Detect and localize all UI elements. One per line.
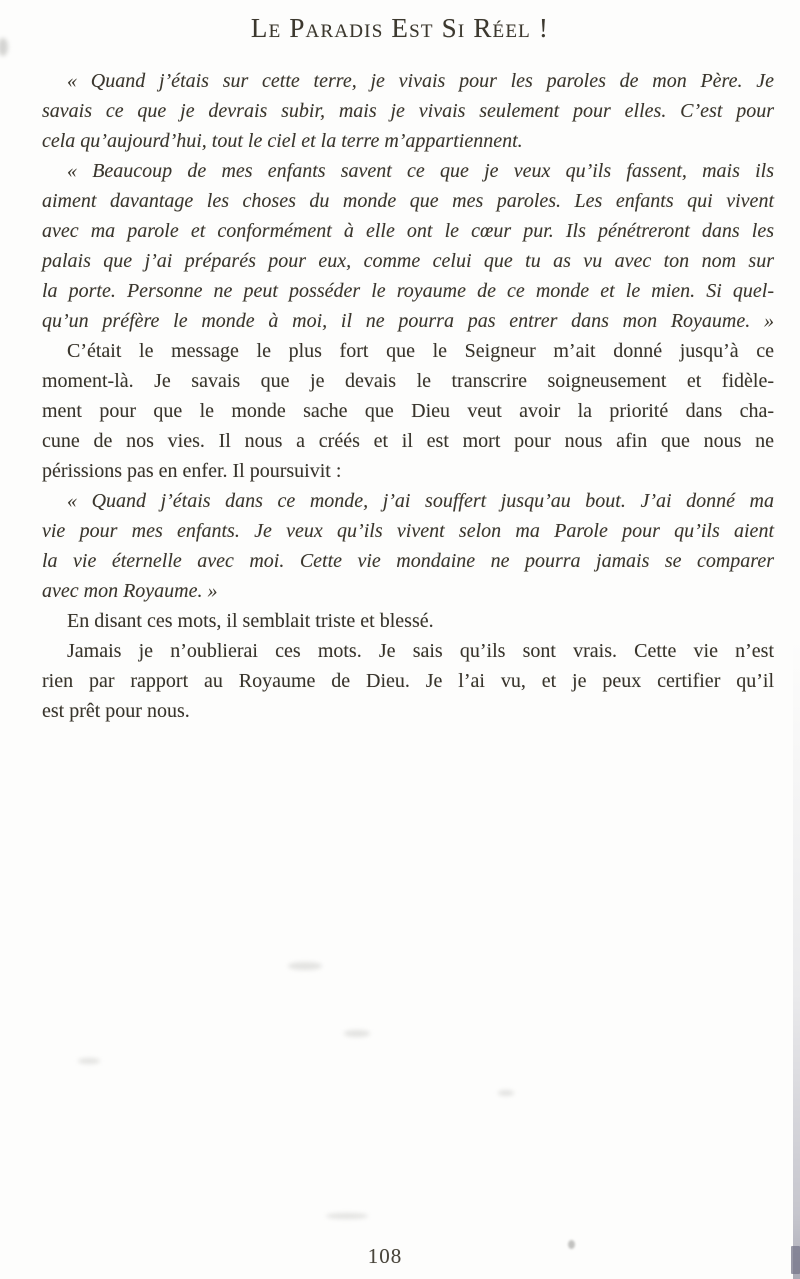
page-number: 108 <box>367 1244 403 1268</box>
scan-smudge <box>288 962 322 970</box>
paragraph <box>42 156 774 336</box>
scan-smudge <box>0 38 8 56</box>
text-line: C’était le message le plus fort que le Seigneur m’ait donné jusqu’à ce <box>67 340 774 362</box>
scan-smudge <box>344 1030 370 1037</box>
page-footer <box>0 1244 785 1269</box>
text-line: « Quand j’étais sur cette terre, je vivais pour les paroles de mon Père. Je <box>67 70 774 92</box>
text-line: « Quand j’étais dans ce monde, j’ai souffert jusqu’au bout. J’ai donné ma <box>67 490 774 512</box>
text-line: Jamais je n’oublierai ces mots. Je sais qu’ils sont vrais. Cette vie n’est <box>67 640 774 662</box>
scan-edge-shadow <box>793 640 800 1279</box>
text-line: la vie éternelle avec moi. Cette vie mondaine ne pourra jamais se comparer <box>42 550 774 572</box>
text-line: ment pour que le monde sache que Dieu veut avoir la priorité dans cha- <box>42 400 774 422</box>
text-block <box>42 66 774 726</box>
scan-smudge <box>568 1240 575 1249</box>
scan-smudge <box>498 1090 514 1096</box>
text-line: est prêt pour nous. <box>42 700 190 722</box>
paragraph <box>42 336 774 486</box>
paragraph <box>42 606 774 636</box>
text-line: cela qu’aujourd’hui, tout le ciel et la terre m’appartiennent. <box>42 130 523 152</box>
text-line: périssions pas en enfer. Il poursuivit : <box>42 460 342 482</box>
page-header-title: Le Paradis Est Si Réel ! <box>250 13 550 43</box>
text-line: avec ma parole et conformément à elle ont le cœur pur. Ils pénétreront dans les <box>42 220 774 242</box>
text-line: cune de nos vies. Il nous a créés et il est mort pour nous afin que nous ne <box>42 430 774 452</box>
paragraph <box>42 66 774 156</box>
paragraph <box>42 636 774 726</box>
text-line: vie pour mes enfants. Je veux qu’ils vivent selon ma Parole pour qu’ils aient <box>42 520 774 542</box>
text-line: savais ce que je devrais subir, mais je vivais seulement pour elles. C’est pour <box>42 100 774 122</box>
text-line: moment-là. Je savais que je devais le transcrire soigneusement et fidèle- <box>42 370 774 392</box>
text-line: En disant ces mots, il semblait triste et blessé. <box>67 610 434 632</box>
text-line: aiment davantage les choses du monde que mes paroles. Les enfants qui vivent <box>42 190 774 212</box>
text-line: avec mon Royaume. » <box>42 580 218 602</box>
scan-edge-corner-mark <box>791 1246 800 1274</box>
text-line: la porte. Personne ne peut posséder le royaume de ce monde et le mien. Si quel- <box>42 280 774 302</box>
scan-smudge <box>78 1058 100 1064</box>
text-line: qu’un préfère le monde à moi, il ne pourra pas entrer dans mon Royaume. » <box>42 310 774 332</box>
scan-smudge <box>326 1213 368 1219</box>
paragraph <box>42 486 774 606</box>
text-line: « Beaucoup de mes enfants savent ce que je veux qu’ils fassent, mais ils <box>67 160 774 182</box>
text-line: rien par rapport au Royaume de Dieu. Je l’ai vu, et je peux certifier qu’il <box>42 670 774 692</box>
text-line: palais que j’ai préparés pour eux, comme celui que tu as vu avec ton nom sur <box>42 250 774 272</box>
